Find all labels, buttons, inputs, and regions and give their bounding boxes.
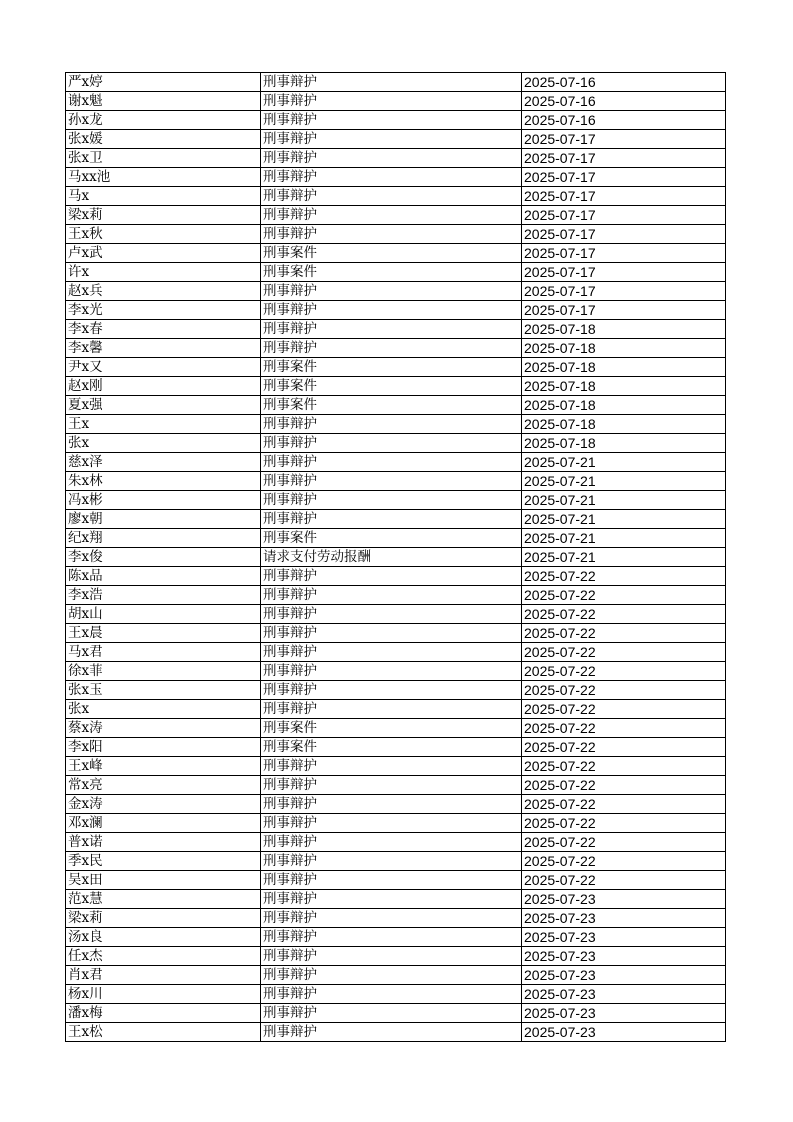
table-row bbox=[66, 947, 726, 966]
table-row bbox=[66, 624, 726, 643]
date-cell: 2025-07-17 bbox=[522, 168, 726, 187]
date-cell: 2025-07-17 bbox=[522, 244, 726, 263]
client-name-cell: 李x馨 bbox=[66, 339, 261, 358]
case-type-cell: 刑事辩护 bbox=[261, 320, 522, 339]
case-type-cell: 刑事辩护 bbox=[261, 567, 522, 586]
date-cell: 2025-07-17 bbox=[522, 282, 726, 301]
case-type-cell: 刑事辩护 bbox=[261, 624, 522, 643]
case-type-cell: 刑事辩护 bbox=[261, 415, 522, 434]
client-name-cell: 纪x翔 bbox=[66, 529, 261, 548]
table-row bbox=[66, 472, 726, 491]
client-name-cell: 夏x强 bbox=[66, 396, 261, 415]
case-type-cell: 刑事辩护 bbox=[261, 1023, 522, 1042]
date-cell: 2025-07-17 bbox=[522, 263, 726, 282]
case-type-cell: 刑事辩护 bbox=[261, 985, 522, 1004]
date-cell: 2025-07-22 bbox=[522, 681, 726, 700]
client-name-cell: 李x俊 bbox=[66, 548, 261, 567]
date-cell: 2025-07-23 bbox=[522, 947, 726, 966]
table-row bbox=[66, 168, 726, 187]
table-row bbox=[66, 985, 726, 1004]
table-row bbox=[66, 795, 726, 814]
case-type-cell: 刑事辩护 bbox=[261, 700, 522, 719]
client-name-cell: 张x媛 bbox=[66, 130, 261, 149]
date-cell: 2025-07-23 bbox=[522, 1004, 726, 1023]
client-name-cell: 陈x品 bbox=[66, 567, 261, 586]
client-name-cell: 李x春 bbox=[66, 320, 261, 339]
case-type-cell: 刑事辩护 bbox=[261, 643, 522, 662]
date-cell: 2025-07-22 bbox=[522, 833, 726, 852]
client-name-cell: 谢x魁 bbox=[66, 92, 261, 111]
table-row bbox=[66, 510, 726, 529]
date-cell: 2025-07-22 bbox=[522, 624, 726, 643]
client-name-cell: 许x bbox=[66, 263, 261, 282]
client-name-cell: 普x诺 bbox=[66, 833, 261, 852]
table-row bbox=[66, 225, 726, 244]
client-name-cell: 金x涛 bbox=[66, 795, 261, 814]
client-name-cell: 王x松 bbox=[66, 1023, 261, 1042]
client-name-cell: 邓x澜 bbox=[66, 814, 261, 833]
case-type-cell: 刑事辩护 bbox=[261, 966, 522, 985]
client-name-cell: 冯x彬 bbox=[66, 491, 261, 510]
case-type-cell: 请求支付劳动报酬 bbox=[261, 548, 522, 567]
date-cell: 2025-07-22 bbox=[522, 814, 726, 833]
case-type-cell: 刑事案件 bbox=[261, 377, 522, 396]
table-row bbox=[66, 1023, 726, 1042]
table-row bbox=[66, 263, 726, 282]
table-row bbox=[66, 244, 726, 263]
table-row bbox=[66, 301, 726, 320]
table-row bbox=[66, 206, 726, 225]
client-name-cell: 胡x山 bbox=[66, 605, 261, 624]
date-cell: 2025-07-23 bbox=[522, 966, 726, 985]
date-cell: 2025-07-22 bbox=[522, 700, 726, 719]
date-cell: 2025-07-22 bbox=[522, 586, 726, 605]
client-name-cell: 蔡x涛 bbox=[66, 719, 261, 738]
case-type-cell: 刑事辩护 bbox=[261, 909, 522, 928]
date-cell: 2025-07-23 bbox=[522, 985, 726, 1004]
table-row bbox=[66, 92, 726, 111]
case-type-cell: 刑事辩护 bbox=[261, 890, 522, 909]
client-name-cell: 汤x良 bbox=[66, 928, 261, 947]
client-name-cell: 肖x君 bbox=[66, 966, 261, 985]
client-name-cell: 赵x刚 bbox=[66, 377, 261, 396]
table-row bbox=[66, 73, 726, 92]
case-type-cell: 刑事案件 bbox=[261, 358, 522, 377]
date-cell: 2025-07-21 bbox=[522, 510, 726, 529]
date-cell: 2025-07-21 bbox=[522, 548, 726, 567]
client-name-cell: 马x bbox=[66, 187, 261, 206]
date-cell: 2025-07-22 bbox=[522, 852, 726, 871]
table-row bbox=[66, 453, 726, 472]
client-name-cell: 王x bbox=[66, 415, 261, 434]
case-type-cell: 刑事辩护 bbox=[261, 149, 522, 168]
date-cell: 2025-07-21 bbox=[522, 472, 726, 491]
table-row bbox=[66, 700, 726, 719]
table-row bbox=[66, 814, 726, 833]
table-row bbox=[66, 1004, 726, 1023]
client-name-cell: 严x婷 bbox=[66, 73, 261, 92]
case-table bbox=[65, 72, 726, 1042]
table-row bbox=[66, 643, 726, 662]
table-row bbox=[66, 434, 726, 453]
date-cell: 2025-07-17 bbox=[522, 149, 726, 168]
table-row bbox=[66, 529, 726, 548]
client-name-cell: 杨x川 bbox=[66, 985, 261, 1004]
table-row bbox=[66, 567, 726, 586]
case-type-cell: 刑事辩护 bbox=[261, 111, 522, 130]
case-type-cell: 刑事辩护 bbox=[261, 92, 522, 111]
date-cell: 2025-07-21 bbox=[522, 453, 726, 472]
client-name-cell: 尹x又 bbox=[66, 358, 261, 377]
client-name-cell: 常x亮 bbox=[66, 776, 261, 795]
case-type-cell: 刑事辩护 bbox=[261, 928, 522, 947]
table-row bbox=[66, 928, 726, 947]
table-row bbox=[66, 377, 726, 396]
client-name-cell: 李x光 bbox=[66, 301, 261, 320]
date-cell: 2025-07-23 bbox=[522, 928, 726, 947]
date-cell: 2025-07-17 bbox=[522, 187, 726, 206]
case-type-cell: 刑事辩护 bbox=[261, 605, 522, 624]
client-name-cell: 潘x梅 bbox=[66, 1004, 261, 1023]
table-row bbox=[66, 871, 726, 890]
table-row bbox=[66, 966, 726, 985]
table-row bbox=[66, 282, 726, 301]
case-type-cell: 刑事辩护 bbox=[261, 434, 522, 453]
date-cell: 2025-07-21 bbox=[522, 529, 726, 548]
client-name-cell: 朱x林 bbox=[66, 472, 261, 491]
date-cell: 2025-07-23 bbox=[522, 890, 726, 909]
client-name-cell: 任x杰 bbox=[66, 947, 261, 966]
case-type-cell: 刑事辩护 bbox=[261, 662, 522, 681]
client-name-cell: 马xx池 bbox=[66, 168, 261, 187]
client-name-cell: 吴x田 bbox=[66, 871, 261, 890]
date-cell: 2025-07-18 bbox=[522, 396, 726, 415]
case-type-cell: 刑事案件 bbox=[261, 263, 522, 282]
client-name-cell: 马x君 bbox=[66, 643, 261, 662]
client-name-cell: 李x阳 bbox=[66, 738, 261, 757]
date-cell: 2025-07-22 bbox=[522, 776, 726, 795]
case-type-cell: 刑事辩护 bbox=[261, 510, 522, 529]
table-row bbox=[66, 833, 726, 852]
table-row bbox=[66, 890, 726, 909]
table-row bbox=[66, 320, 726, 339]
date-cell: 2025-07-17 bbox=[522, 301, 726, 320]
date-cell: 2025-07-22 bbox=[522, 719, 726, 738]
client-name-cell: 范x慧 bbox=[66, 890, 261, 909]
table-row bbox=[66, 339, 726, 358]
table-row bbox=[66, 719, 726, 738]
client-name-cell: 李x浩 bbox=[66, 586, 261, 605]
case-type-cell: 刑事辩护 bbox=[261, 339, 522, 358]
case-type-cell: 刑事辩护 bbox=[261, 225, 522, 244]
table-row bbox=[66, 662, 726, 681]
date-cell: 2025-07-22 bbox=[522, 871, 726, 890]
client-name-cell: 王x晨 bbox=[66, 624, 261, 643]
date-cell: 2025-07-18 bbox=[522, 320, 726, 339]
date-cell: 2025-07-17 bbox=[522, 130, 726, 149]
date-cell: 2025-07-22 bbox=[522, 567, 726, 586]
case-type-cell: 刑事案件 bbox=[261, 396, 522, 415]
date-cell: 2025-07-22 bbox=[522, 738, 726, 757]
date-cell: 2025-07-23 bbox=[522, 1023, 726, 1042]
date-cell: 2025-07-22 bbox=[522, 795, 726, 814]
table-row bbox=[66, 149, 726, 168]
case-type-cell: 刑事辩护 bbox=[261, 130, 522, 149]
table-row bbox=[66, 776, 726, 795]
client-name-cell: 张x玉 bbox=[66, 681, 261, 700]
client-name-cell: 卢x武 bbox=[66, 244, 261, 263]
case-type-cell: 刑事辩护 bbox=[261, 852, 522, 871]
date-cell: 2025-07-22 bbox=[522, 605, 726, 624]
case-type-cell: 刑事案件 bbox=[261, 738, 522, 757]
date-cell: 2025-07-18 bbox=[522, 339, 726, 358]
table-row bbox=[66, 415, 726, 434]
date-cell: 2025-07-18 bbox=[522, 377, 726, 396]
date-cell: 2025-07-16 bbox=[522, 111, 726, 130]
date-cell: 2025-07-22 bbox=[522, 662, 726, 681]
case-type-cell: 刑事辩护 bbox=[261, 947, 522, 966]
client-name-cell: 廖x朝 bbox=[66, 510, 261, 529]
table-row bbox=[66, 757, 726, 776]
client-name-cell: 张x卫 bbox=[66, 149, 261, 168]
table-row bbox=[66, 586, 726, 605]
table-row bbox=[66, 396, 726, 415]
case-type-cell: 刑事辩护 bbox=[261, 206, 522, 225]
date-cell: 2025-07-18 bbox=[522, 415, 726, 434]
table-row bbox=[66, 111, 726, 130]
case-type-cell: 刑事案件 bbox=[261, 244, 522, 263]
case-type-cell: 刑事辩护 bbox=[261, 833, 522, 852]
case-type-cell: 刑事辩护 bbox=[261, 1004, 522, 1023]
case-type-cell: 刑事辩护 bbox=[261, 491, 522, 510]
date-cell: 2025-07-22 bbox=[522, 757, 726, 776]
client-name-cell: 梁x莉 bbox=[66, 909, 261, 928]
case-type-cell: 刑事辩护 bbox=[261, 472, 522, 491]
case-type-cell: 刑事辩护 bbox=[261, 282, 522, 301]
table-row bbox=[66, 358, 726, 377]
case-type-cell: 刑事案件 bbox=[261, 719, 522, 738]
case-type-cell: 刑事辩护 bbox=[261, 586, 522, 605]
case-type-cell: 刑事辩护 bbox=[261, 871, 522, 890]
case-type-cell: 刑事辩护 bbox=[261, 187, 522, 206]
case-type-cell: 刑事辩护 bbox=[261, 168, 522, 187]
date-cell: 2025-07-16 bbox=[522, 92, 726, 111]
date-cell: 2025-07-23 bbox=[522, 909, 726, 928]
table-row bbox=[66, 605, 726, 624]
client-name-cell: 季x民 bbox=[66, 852, 261, 871]
case-type-cell: 刑事辩护 bbox=[261, 776, 522, 795]
date-cell: 2025-07-18 bbox=[522, 358, 726, 377]
table-row bbox=[66, 130, 726, 149]
case-table-body bbox=[66, 73, 726, 1042]
case-type-cell: 刑事辩护 bbox=[261, 453, 522, 472]
date-cell: 2025-07-21 bbox=[522, 491, 726, 510]
table-row bbox=[66, 909, 726, 928]
case-type-cell: 刑事辩护 bbox=[261, 814, 522, 833]
client-name-cell: 徐x菲 bbox=[66, 662, 261, 681]
date-cell: 2025-07-18 bbox=[522, 434, 726, 453]
table-row bbox=[66, 681, 726, 700]
client-name-cell: 王x峰 bbox=[66, 757, 261, 776]
date-cell: 2025-07-17 bbox=[522, 225, 726, 244]
client-name-cell: 赵x兵 bbox=[66, 282, 261, 301]
case-type-cell: 刑事辩护 bbox=[261, 73, 522, 92]
table-row bbox=[66, 738, 726, 757]
date-cell: 2025-07-16 bbox=[522, 73, 726, 92]
client-name-cell: 王x秋 bbox=[66, 225, 261, 244]
date-cell: 2025-07-17 bbox=[522, 206, 726, 225]
date-cell: 2025-07-22 bbox=[522, 643, 726, 662]
client-name-cell: 慈x泽 bbox=[66, 453, 261, 472]
table-row bbox=[66, 491, 726, 510]
client-name-cell: 张x bbox=[66, 700, 261, 719]
table-row bbox=[66, 548, 726, 567]
case-type-cell: 刑事辩护 bbox=[261, 301, 522, 320]
client-name-cell: 梁x莉 bbox=[66, 206, 261, 225]
client-name-cell: 张x bbox=[66, 434, 261, 453]
case-type-cell: 刑事辩护 bbox=[261, 795, 522, 814]
case-type-cell: 刑事辩护 bbox=[261, 681, 522, 700]
case-type-cell: 刑事辩护 bbox=[261, 757, 522, 776]
case-type-cell: 刑事案件 bbox=[261, 529, 522, 548]
table-row bbox=[66, 187, 726, 206]
client-name-cell: 孙x龙 bbox=[66, 111, 261, 130]
table-row bbox=[66, 852, 726, 871]
